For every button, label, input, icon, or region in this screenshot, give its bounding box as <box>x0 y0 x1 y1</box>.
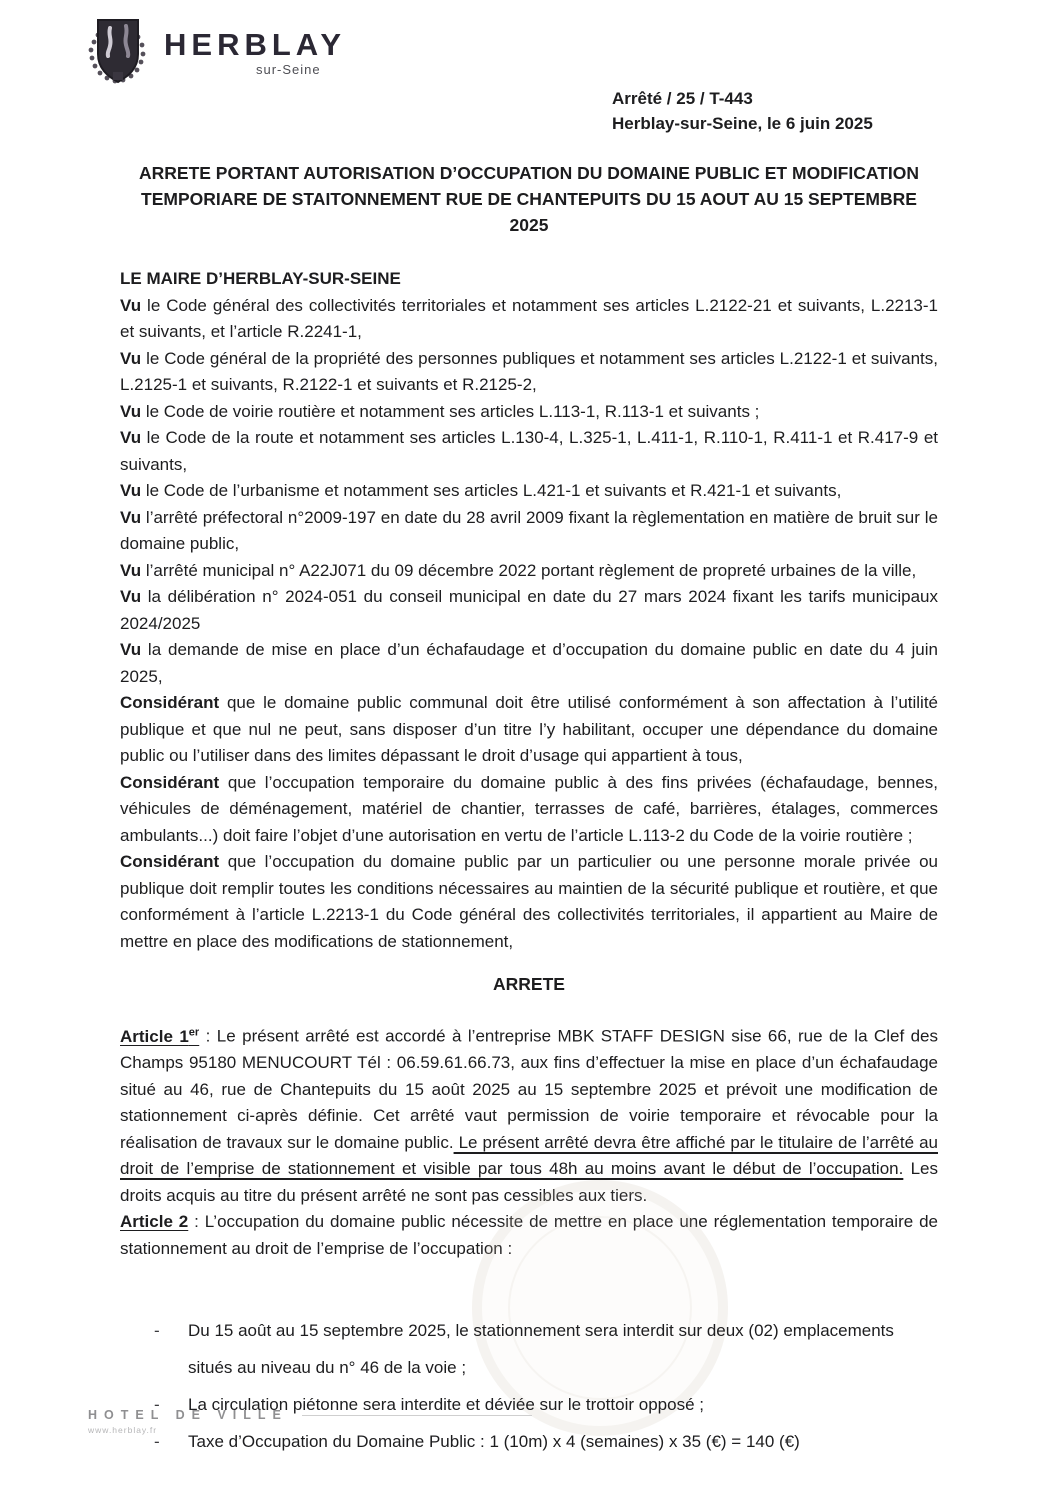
footer-title: HOTEL DE VILLE <box>88 1408 288 1422</box>
bullet-item <box>152 1312 938 1386</box>
decree-number: Arrêté / 25 / T-443 <box>612 89 753 108</box>
paragraph-lead: Considérant <box>120 852 220 871</box>
article-1 <box>120 1019 938 1209</box>
paragraph-lead: Vu <box>120 295 142 315</box>
bullet-list <box>120 1312 938 1460</box>
preamble-paragraph <box>120 293 938 346</box>
coat-of-arms-icon <box>86 14 150 96</box>
place-and-date: Herblay-sur-Seine, le 6 juin 2025 <box>612 114 873 133</box>
brand-text <box>164 14 346 77</box>
article-1-label-sup: er <box>188 1026 200 1038</box>
paragraph-text: la demande de mise en place d’un échafaudage et d’occupation du domaine public en date du 4 juin 2025, <box>120 640 938 686</box>
preamble-paragraph <box>120 505 938 558</box>
preamble-paragraph <box>120 849 938 955</box>
document-title <box>120 160 938 238</box>
preamble-paragraph <box>120 346 938 399</box>
paragraph-text: le Code de la route et notamment ses articles L.130-4, L.325-1, L.411-1, R.110-1, R.411-1 et R.417-9 et suivants, <box>120 428 938 474</box>
paragraph-text: le Code général de la propriété des personnes publiques et notamment ses articles L.2122-1 et suivants, L.2125-1 et suivants, R.2122-1 et suivants et R.2125-2, <box>120 348 938 394</box>
title-line-2: TEMPORIARE DE STAITONNEMENT RUE DE CHANTEPUITS DU 15 AOUT AU 15 SEPTEMBRE 2025 <box>141 189 917 235</box>
preamble-paragraph <box>120 425 938 478</box>
arrete-heading: ARRETE <box>493 974 565 994</box>
paragraph-lead: Vu <box>120 481 142 500</box>
paragraph-text: l’arrêté municipal n° A22J071 du 09 décembre 2022 portant règlement de propreté urbaines de la ville, <box>141 560 917 580</box>
title-line-1: ARRETE PORTANT AUTORISATION D’OCCUPATION DU DOMAINE PUBLIC ET MODIFICATION <box>138 163 920 183</box>
footer <box>88 1408 532 1435</box>
paragraph-text: que l’occupation temporaire du domaine public à des fins privées (échafaudage, bennes, véhicules de déménagement, matériel de chantier, terrasses de café, barrières, étalages, commerces ambulants...) doit faire l’objet d’une autorisation en vertu de l’article L.113-2 du Code de la voirie routière ; <box>120 772 938 845</box>
preamble-paragraph <box>120 558 938 585</box>
paragraph-lead: Vu <box>120 507 142 527</box>
city-logo <box>86 14 346 96</box>
paragraph-lead: Vu <box>120 640 142 659</box>
footer-title-row <box>88 1408 532 1422</box>
paragraph-lead: Vu <box>120 587 142 606</box>
bullet-text: Taxe d’Occupation du Domaine Public : 1 (10m) x 4 (semaines) x 35 (€) = 140 (€) <box>188 1432 800 1452</box>
preamble-paragraph <box>120 690 938 770</box>
paragraph-lead: Considérant <box>120 772 220 792</box>
paragraph-lead: Considérant <box>120 693 220 712</box>
brand-subtitle: sur-Seine <box>256 62 321 77</box>
paragraph-text: le Code de l’urbanisme et notamment ses articles L.421-1 et suivants et R.421-1 et suivants, <box>141 481 842 500</box>
bullet-text: Du 15 août au 15 septembre 2025, le stationnement sera interdit sur deux (02) emplacements situés au niveau du n° 46 de la voie ; <box>188 1321 894 1378</box>
article-2-label: Article 2 <box>120 1212 189 1232</box>
preamble-paragraph <box>120 770 938 850</box>
paragraph-lead: Vu <box>120 401 142 421</box>
bullet-text: La circulation piétonne sera interdite et déviée sur le trottoir opposé ; <box>188 1395 704 1415</box>
article-1-label <box>120 1027 199 1046</box>
paragraph-text: la délibération n° 2024-051 du conseil municipal en date du 27 mars 2024 fixant les tarifs municipaux 2024/2025 <box>120 587 938 633</box>
preamble-paragraph <box>120 478 938 505</box>
paragraph-text: que le domaine public communal doit être utilisé conformément à son affectation à l’utilité publique et que nul ne peut, sans disposer d’un titre l’y habilitant, occuper une dépendance du domaine public ou l’utiliser dans des limites dépassant le droit d’usage qui appartient à tous, <box>120 693 938 765</box>
preamble-paragraph <box>120 637 938 690</box>
footer-website: www.herblay.fr <box>88 1425 158 1435</box>
preamble-paragraph <box>120 584 938 637</box>
brand-name: HERBLAY <box>164 27 346 62</box>
article-1-text: : Le présent arrêté est accordé à l’entreprise MBK STAFF DESIGN sise 66, rue de la Clef des Champs 95180 MENUCOURT Tél : 06.59.61.66.73, aux fins d’effectuer la mise en place d’un échafaudage situé au 46, rue de Chantepuits du 15 août 2025 au 15 septembre 2025 et prévoit une modification de stationnement ci-après définie. Cet arrêté vaut permission de voirie temporaire et révocable pour la réalisation de travaux sur le domaine public. <box>120 1026 938 1152</box>
article-1-label-text: Article 1 <box>120 1026 189 1046</box>
article-2-text: : L’occupation du domaine public nécessite de mettre en place une réglementation temporaire de stationnement au droit de l’emprise de l’occupation : <box>120 1212 938 1258</box>
paragraph-lead: Vu <box>120 560 142 580</box>
paragraph-lead: Vu <box>120 428 142 447</box>
paragraph-lead: LE MAIRE D’HERBLAY-SUR-SEINE <box>120 269 401 288</box>
paragraph-text: le Code général des collectivités territoriales et notamment ses articles L.2122-21 et suivants, L.2213-1 et suivants, et l’article R.2241-1, <box>120 295 938 341</box>
footer-divider <box>302 1415 532 1416</box>
reference-block <box>612 86 873 136</box>
preamble-paragraph <box>120 399 938 426</box>
paragraph-text: l’arrêté préfectoral n°2009-197 en date du 28 avril 2009 fixant la règlementation en matière de bruit sur le domaine public, <box>120 507 938 553</box>
paragraph-text: que l’occupation du domaine public par un particulier ou une personne morale privée ou publique doit remplir toutes les conditions nécessaires au maintien de la sécurité publique et routière, et que conformément à l’article L.2213-1 du Code général des collectivités territoriales, il appartient au Maire de mettre en place des modifications de stationnement, <box>120 852 938 951</box>
paragraph-lead: Vu <box>120 348 142 368</box>
article-1-text-end: Les droits acquis au titre du présent arrêté ne sont pas cessibles aux tiers. <box>120 1159 938 1205</box>
article-1-underlined-text: Le présent arrêté devra être affiché par le titulaire de l’arrêté au droit de l’emprise de stationnement et visible par tous 48h au moins avant le début de l’occupation. <box>120 1132 938 1179</box>
preamble <box>120 266 938 955</box>
preamble-paragraph <box>120 266 938 293</box>
article-2 <box>120 1209 938 1262</box>
paragraph-text: le Code de voirie routière et notamment ses articles L.113-1, R.113-1 et suivants ; <box>141 401 760 421</box>
